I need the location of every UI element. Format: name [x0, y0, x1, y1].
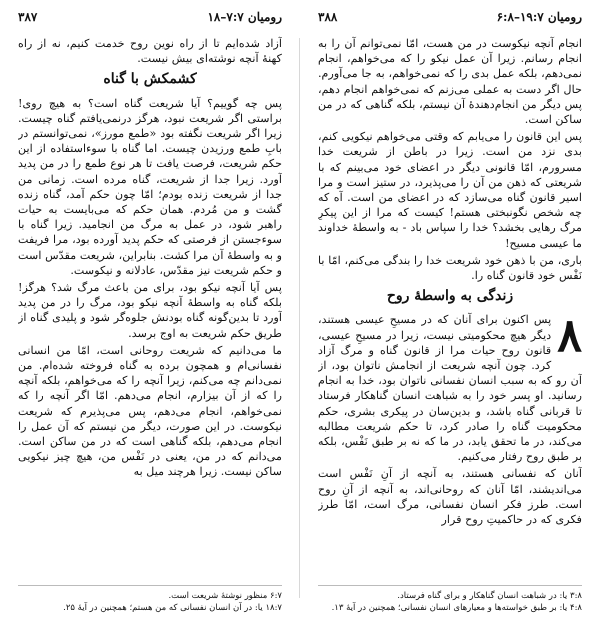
right-footnote-2: ۴:۸ یا: بر طبق خواسته‌ها و معیارهای انسان نفسانی؛ همچنین در آیهٔ ۱۳. [331, 603, 582, 613]
chapter-8-paragraph [318, 308, 582, 464]
left-paragraph-3: ما می‌دانیم که شریعت روحانی است، امّا من انسانی نفسانی‌ام و همچون برده به گناه فروخته شده‌ام. من نمی‌دانم چه می‌کنم، زیرا آنچه را که می‌خواهم، بلکه آنچه را که از آن بیزارم، انجام می‌دهم. امّا اگر آنچه را که نمی‌خواهم، انجام می‌دهم، پس می‌پذیرم که شریعت نیکوست. در این صورت، دیگر من نیستم که آن عمل را انجام می‌دهم، بلکه گناهی است که در من ساکن است. می‌دانم که در من، یعنی در نَفْس من، هیچ چیز نیکویی ساکن نیست. زیرا هرچند میل به [18, 343, 282, 479]
left-footnotes [18, 585, 282, 614]
left-footnote-2: ۱۸:۷ یا: در آن انسان نفسانی که من هستم؛ همچنین در آیهٔ ۲۵. [63, 603, 282, 613]
left-page-number: ۳۸۷ [18, 10, 38, 24]
right-page-header [318, 10, 582, 28]
section-heading-life-through-spirit: زندگی به واسطهٔ روح [386, 288, 514, 305]
right-paragraph-1: انجام آنچه نیکوست در من هست، امّا نمی‌توانم آن را به انجام رسانم. زیرا آن عمل نیکو را که می‌خواهم، انجام نمی‌دهم، بلکه عمل بدی را که نمی‌خواهم، به جا می‌آورم. حال اگر دست به عملی می‌زنم که نمی‌خواهم انجام دهم، پس دیگر من انجام‌دهندهٔ آن نیستم، بلکه گناهی که در من ساکن است. [318, 37, 582, 127]
section-heading-struggle-with-sin: کشمکش با گناه [103, 71, 197, 88]
right-paragraph-3: باری، من با ذهن خود شریعت خدا را بندگی می‌کنم، امّا با نَفْس خود قانون گناه را. [318, 253, 582, 283]
right-footnotes [318, 585, 582, 614]
left-page-header [18, 10, 282, 28]
right-paragraph-2: پس این قانون را می‌یابم که وقتی می‌خواهم نیکویی کنم، بدی نزد من است. زیرا در باطن از شریعت خدا مسرورم، امّا قانونی دیگر در اعضای خود می‌بینم که با شریعتی که ذهن من آن را می‌پذیرد، در ستیز است و مرا اسیر قانون گناه می‌سازد که در اعضای من است. آه که چه شخص نگونبختی هستم! کیست که مرا از این پیکرِ مرگ رهایی بخشد؟ خدا را سپاس باد - به واسطهٔ خداوند ما عیسی مسیح! [318, 130, 582, 250]
left-running-title: رومیان ۷:۷–۱۸ [207, 10, 282, 24]
chapter-8-text: پس اکنون برای آنان که در مسیحِ عیسی هستند، دیگر هیچ محکومیتی نیست، زیرا در مسیحِ عیسی، قانون روح حیات مرا از قانون گناه و مرگ آزاد کرد. چون آنچه شریعت از انجامش ناتوان بود، از آن رو که به سبب انسان نفسانی ناتوان بود، خدا به انجام رسانید. او پسر خود را به شباهت انسان گناهکار فرستاد تا قربانی گناه باشد، و بدین‌سان در پیکری بشری، حکم محکومیت گناه را صادر کرد، تا حکم شریعت مطالبه می‌کند، در ما تحقق یابد، در ما که نه بر طبق نَفْس، بلکه بر طبق روح رفتار می‌کنیم. [318, 313, 582, 464]
left-footnote-1: ۶:۷ منظور نوشتهٔ شریعت است. [168, 591, 282, 601]
chapter-number: ۸ [557, 308, 582, 363]
right-page [300, 0, 600, 626]
left-page-body [18, 36, 282, 534]
left-paragraph-2: پس آیا آنچه نیکو بود، برای من باعث مرگ شد؟ هرگز! بلکه گناه به واسطهٔ آنچه نیکو بود، مرگ را در من پدید آورد تا بدین‌گونه گناه بودنش جلوه‌گر شود و پلیدی گناه از طریق حکم شریعت به اوج برسد. [18, 281, 282, 340]
left-intro-paragraph: آزاد شده‌ایم تا از راه نوین روح خدمت کنیم، نه از راه کهنهٔ آنچه نوشته‌ای بیش نیست. [18, 37, 282, 66]
chapter-8-paragraph-2: آنان که نفسانی هستند، به آنچه از آنِ نَفْس است می‌اندیشند، امّا آنان که روحانی‌اند، به آنچه از آنِ روح است. طرز فکر انسان نفسانی، مرگ است، امّا طرز فکری که در حاکمیتِ روح قرار [318, 467, 582, 527]
left-paragraph-1: پس چه گوییم؟ آیا شریعت گناه است؟ به هیچ روی! براستی اگر شریعت نبود، هرگز درنمی‌یافتم گناه چیست. زیرا اگر شریعت نگفته بود «طمع مورز»، نمی‌توانستم در بابِ طمع ورزیدن چیست. اما گناه با سوءاستفاده از این حکم شریعت، فرصت یافت تا هر نوع طمع را در من پدید آورد. زیرا جدا از شریعت، گناه مرده است. زمانی من جدا از شریعت زنده بودم؛ امّا چون حکم آمد، گناه زنده گشت و من مُردم. همان حکم که می‌بایست به حیات راهبر شود، در عمل به مرگ من انجامید. زیرا گناه با سوءجستن از فرصتی که حکم پدید آورده بود، مرا فریفت و به واسطهٔ آن مرا کشت. بنابراین، شریعت مقدّس است و حکم شریعت نیز مقدّس، عادلانه و نیکوست. [18, 96, 282, 277]
right-running-title: رومیان ۱۹:۷–۶:۸ [496, 10, 582, 24]
right-page-number: ۳۸۸ [318, 10, 338, 24]
right-footnote-1: ۳:۸ یا: در شباهت انسان گناهکار و برای گناه فرستاد. [397, 591, 582, 601]
right-page-body [318, 36, 582, 534]
